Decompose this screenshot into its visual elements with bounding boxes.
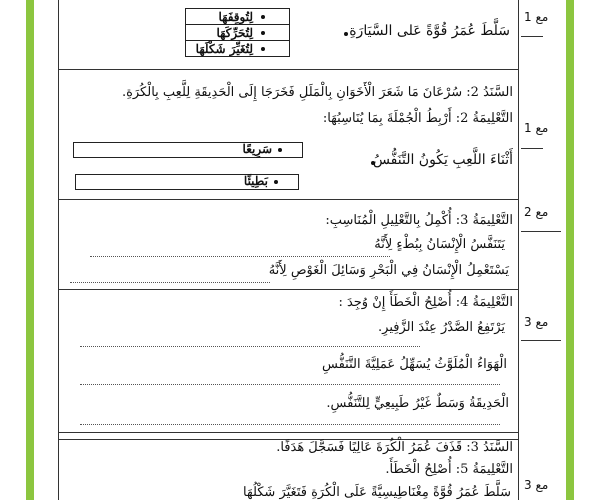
score-blank	[521, 231, 561, 232]
completion-line: يَسْتَعْمِلُ الْإِنْسَانُ فِي الْبَحْرِ وَسَائِلَ الْغَوْصِ لِأَنَّهُ	[268, 263, 509, 278]
instruction-text: التَّعْلِيمَةُ 3: أُكْمِلُ بِالتَّعْلِيلِ الْمُنَاسِبِ:	[325, 213, 513, 228]
answer-line[interactable]	[80, 424, 500, 425]
score-blank	[521, 340, 561, 341]
question-sentence: أَثْنَاءَ اللَّعِبِ يَكُونُ التَّنَفُّسُ	[372, 152, 513, 168]
frame-right-line	[518, 0, 519, 500]
option-label: لِتُوقِفَهَا	[218, 10, 253, 24]
option-row[interactable]	[186, 25, 289, 41]
bullet-dot	[344, 32, 348, 36]
score-label: مع 2	[524, 205, 549, 219]
option-label: بَطِيئًا	[243, 174, 268, 188]
left-border	[26, 0, 34, 500]
option-label: لِتُغَيِّرَ شَكْلَهَا	[195, 42, 253, 56]
option-label: لِتُحَرِّكَهَا	[216, 26, 253, 40]
right-border	[566, 0, 574, 500]
option-box[interactable]	[75, 174, 299, 190]
answer-line[interactable]	[80, 346, 420, 347]
answer-line[interactable]	[90, 256, 390, 257]
option-label: سَرِيعًا	[242, 142, 272, 156]
question-sentence: سَلَّطَ عُمَرُ قُوَّةً عَلى السَّيَارَةِ	[349, 23, 510, 39]
score-label: مع 1	[524, 121, 549, 135]
statement-line: الْهَوَاءُ الْمُلَوَّثُ يُسَهِّلُ عَمَلِيَّةَ التَّنَفُّسِ	[322, 357, 507, 372]
completion-line: يَتَنَفَّسُ الْإِنْسَانُ بِبُطْءٍ لِأَنَّهُ	[374, 237, 505, 252]
statement-line: سَلَّطَ عُمَرُ قُوَّةً مِغْنَاطِيسِيَّةً عَلَى الْكُرَةِ فَتَغَيَّرَ شَكْلُهَا	[243, 485, 511, 500]
instruction-text: التَّعْلِيمَةُ 2: أَرْبِطُ الْجُمْلَةَ بِمَا يُنَاسِبُهَا:	[322, 111, 513, 126]
bullet-dot	[278, 148, 282, 152]
section-divider	[58, 199, 519, 200]
options-box	[185, 8, 290, 57]
score-label: مع 1	[524, 10, 549, 24]
section-divider	[58, 432, 519, 433]
instruction-text: التَّعْلِيمَةُ 4: أُصْلِحُ الْخَطَأَ إِنْ وُجِدَ :	[338, 295, 513, 310]
answer-line[interactable]	[80, 384, 500, 385]
bullet-dot	[274, 180, 278, 184]
score-label: مع 3	[524, 315, 549, 329]
statement-line: يَرْتَفِعُ الصَّدْرُ عِنْدَ الزَّفِيرِ.	[378, 320, 505, 335]
score-blank	[521, 148, 543, 149]
option-row[interactable]	[186, 9, 289, 25]
option-box[interactable]	[73, 142, 303, 158]
section-divider	[58, 289, 519, 290]
option-row[interactable]	[186, 41, 289, 56]
answer-line[interactable]	[70, 282, 270, 283]
support-text: السَّنَدُ 2: سُرْعَانَ مَا شَعَرَ الْأَخَوَانِ بِالْمَلَلِ فَخَرَجَا إِلَى الْحَدِيقَةِ لِلَّعِبِ بِالْكُرَةِ.	[121, 85, 513, 100]
support-text: السَّنَدُ 3: قَذَفَ عُمَرُ الْكُرَةَ عَالِيًا فَسَجَّلَ هَدَفًا.	[276, 440, 513, 455]
bullet-dot	[261, 15, 265, 19]
score-label: مع 3	[524, 478, 549, 492]
instruction-text: التَّعْلِيمَةُ 5: أُصْلِحُ الْخَطَأَ.	[385, 462, 513, 477]
section-divider	[58, 69, 519, 70]
statement-line: الْحَدِيقَةُ وَسَطٌ غَيْرُ طَبِيعِيٍّ لِلتَّنَفُّسِ.	[326, 396, 509, 411]
frame-left-line	[58, 0, 59, 500]
bullet-dot	[261, 47, 265, 51]
bullet-dot	[261, 31, 265, 35]
score-blank	[521, 36, 543, 37]
